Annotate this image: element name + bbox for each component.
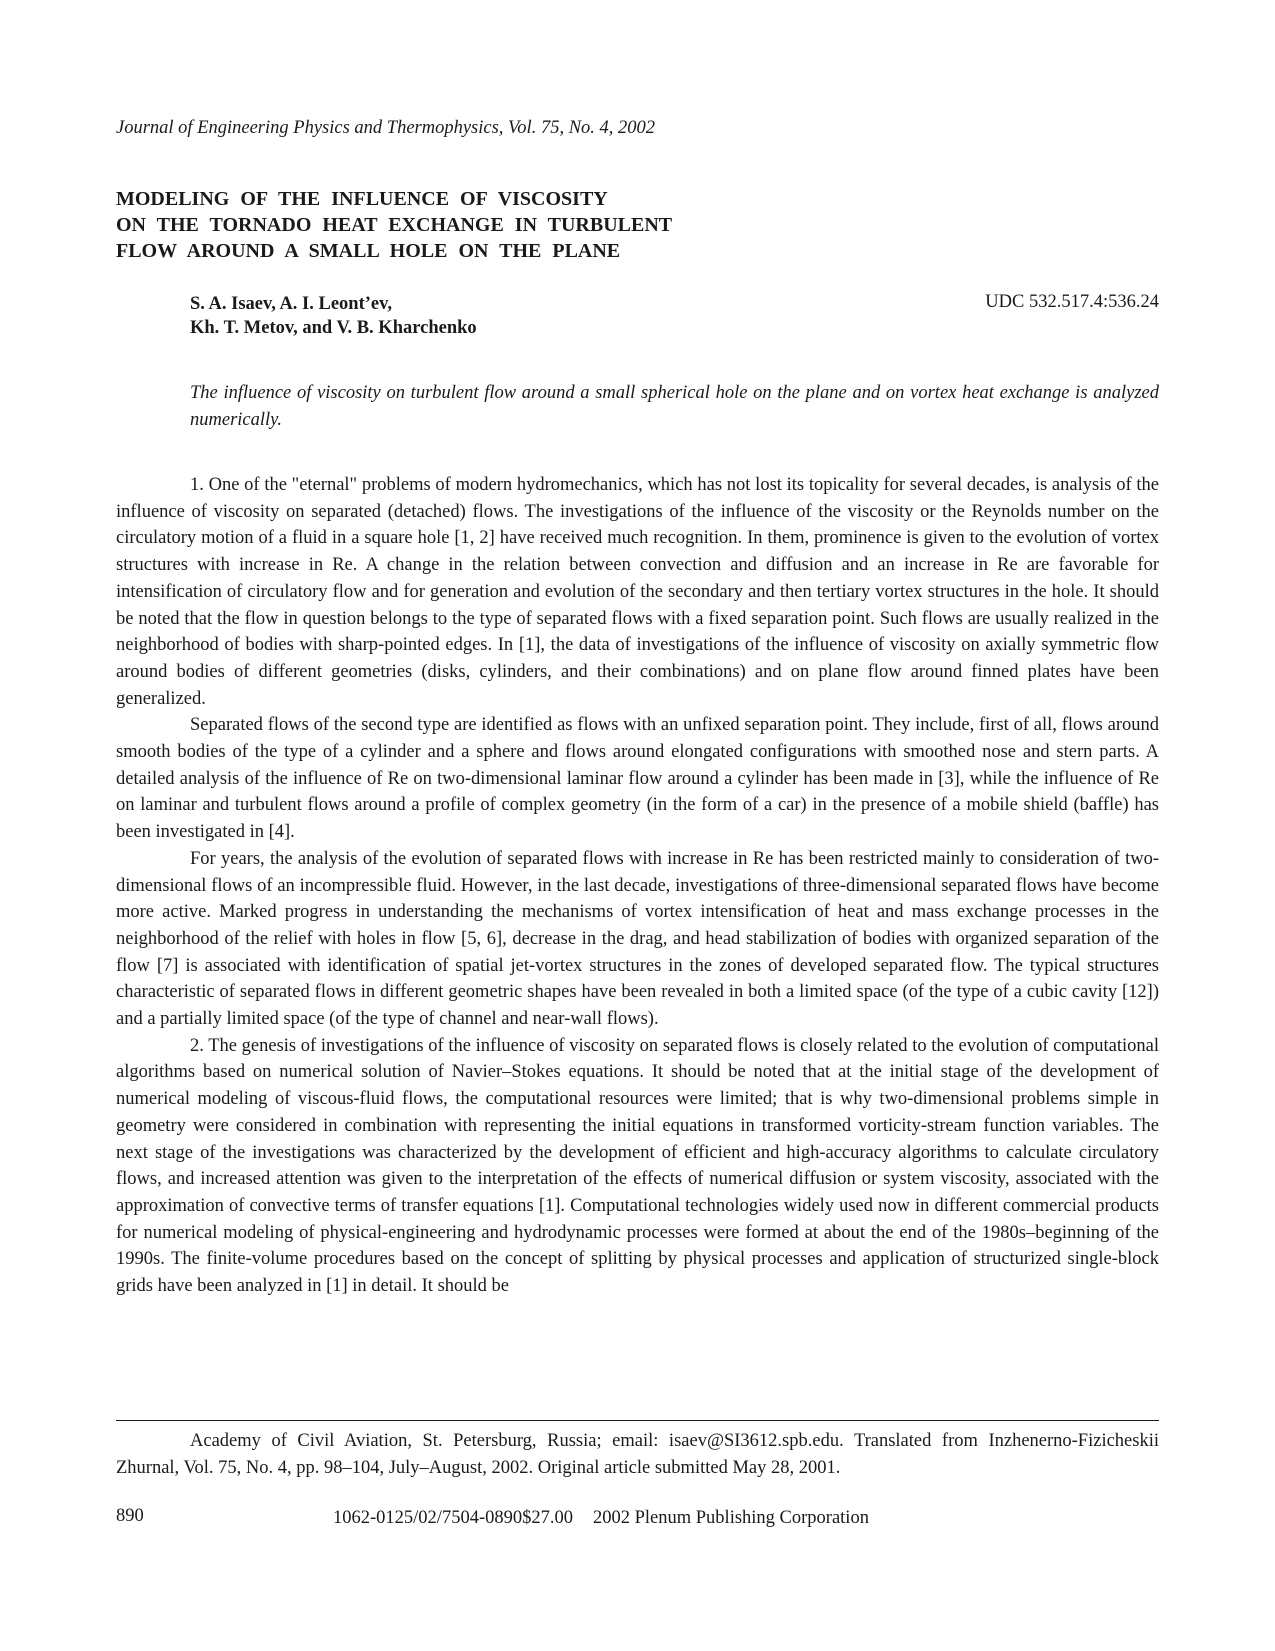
- title-line-2: ON THE TORNADO HEAT EXCHANGE IN TURBULENT: [116, 214, 673, 236]
- paragraph-4: 2. The genesis of investigations of the influence of viscosity on separated flows is closely related to the evolution of computational algorithms based on numerical solution of Navier–Stokes equations. It should be noted that at the initial stage of the development of numerical modeling of viscous-fluid flows, the computational resources were limited; that is why two-dimensional problems simple in geometry were considered in combination with representing the initial equations in transformed vorticity-stream function variables. The next stage of the investigations was characterized by the development of efficient and high-accuracy algorithms to calculate circulatory flows, and increased attention was given to the interpretation of the effects of numerical diffusion or system viscosity, associated with the approximation of convective terms of transfer equations [1]. Computational technologies widely used now in different commercial products for numerical modeling of physical-engineering and hydrodynamic processes were formed at about the end of the 1980s–beginning of the 1990s. The finite-volume procedures based on the concept of splitting by physical processes and application of structurized single-block grids have been analyzed in [1] in detail. It should be: [116, 1035, 1159, 1297]
- paragraph-1: 1. One of the "eternal" problems of modern hydromechanics, which has not lost its topicality for several decades, is analysis of the influence of viscosity on separated (detached) flows. The investigations of the influence of the viscosity or the Reynolds number on the circulatory motion of a fluid in a square hole [1, 2] have received much recognition. In them, prominence is given to the evolution of vortex structures with increase in Re. A change in the relation between convection and diffusion and an increase in Re are favorable for intensification of circulatory flow and for generation and evolution of the secondary and then tertiary vortex structures in the hole. It should be noted that the flow in question belongs to the type of separated flows with a fixed separation point. Such flows are usually realized in the neighborhood of bodies with sharp-pointed edges. In [1], the data of investigations of the influence of viscosity on axially symmetric flow around bodies of different geometries (disks, cylinders, and their combinations) and on plane flow around finned plates have been generalized.: [116, 475, 1159, 709]
- footnote-text: Academy of Civil Aviation, St. Petersburg, Russia; email: isaev@SI3612.spb.edu. Translated from Inzhenerno-Fizicheskii Zhurnal, Vol. 75, No. 4, pp. 98–104, July–August, 2002. Original article submitted May 28, 2001.: [116, 1431, 1159, 1478]
- authors-line-1: S. A. Isaev, A. I. Leont’ev,: [190, 294, 392, 314]
- article-title: [116, 186, 672, 264]
- title-line-1: MODELING OF THE INFLUENCE OF VISCOSITY: [116, 188, 608, 210]
- paragraph-3: For years, the analysis of the evolution of separated flows with increase in Re has been restricted mainly to consideration of two-dimensional flows of an incompressible fluid. However, in the last decade, investigations of three-dimensional separated flows have become more active. Marked progress in understanding the mechanisms of vortex intensification of heat and mass exchange processes in the neighborhood of the relief with holes in flow [5, 6], decrease in the drag, and head stabilization of bodies with organized separation of the flow [7] is associated with identification of spatial jet-vortex structures in the zones of developed separated flow. The typical structures characteristic of separated flows in different geometric shapes have been revealed in both a limited space (of the type of a cubic cavity [12]) and a partially limited space (of the type of channel and near-wall flows).: [116, 848, 1159, 1030]
- article-body: [116, 472, 1159, 1300]
- journal-header: Journal of Engineering Physics and Thermophysics, Vol. 75, No. 4, 2002: [116, 118, 656, 138]
- footnote: [116, 1428, 1159, 1482]
- page-number: 890: [116, 1506, 144, 1526]
- title-line-3: FLOW AROUND A SMALL HOLE ON THE PLANE: [116, 240, 621, 262]
- abstract: The influence of viscosity on turbulent flow around a small spherical hole on the plane and on vortex heat exchange is analyzed numerically.: [190, 383, 1159, 430]
- imprint-publisher: 2002 Plenum Publishing Corporation: [592, 1508, 869, 1528]
- footnote-divider: [116, 1420, 1159, 1421]
- authors: [190, 292, 477, 340]
- imprint-code: 1062-0125/02/7504-0890$27.00: [333, 1508, 573, 1528]
- imprint: [333, 1508, 869, 1529]
- paragraph-2: Separated flows of the second type are identified as flows with an unfixed separation point. They include, first of all, flows around smooth bodies of the type of a cylinder and a sphere and flows around elongated configurations with smoothed nose and stern parts. A detailed analysis of the influence of Re on two-dimensional laminar flow around a cylinder has been made in [3], while the influence of Re on laminar and turbulent flows around a profile of complex geometry (in the form of a car) in the presence of a mobile shield (baffle) has been investigated in [4].: [116, 715, 1159, 843]
- udc-code: UDC 532.517.4:536.24: [985, 292, 1159, 312]
- authors-line-2: Kh. T. Metov, and V. B. Kharchenko: [190, 318, 477, 338]
